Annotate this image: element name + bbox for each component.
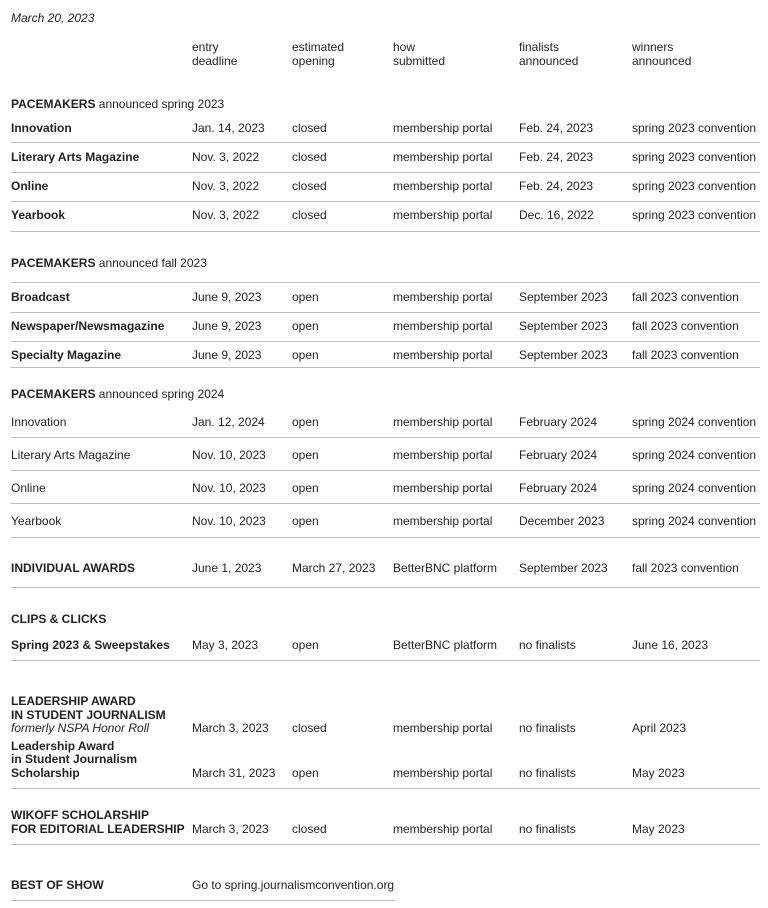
row-name: LEADERSHIP AWARD IN STUDENT JOURNALISM bbox=[11, 694, 166, 722]
entry-deadline: June 1, 2023 bbox=[192, 561, 262, 575]
row-name: Innovation bbox=[11, 415, 67, 429]
how-submitted: membership portal bbox=[393, 721, 493, 735]
how-submitted: membership portal bbox=[393, 179, 493, 193]
how-submitted: membership portal bbox=[393, 348, 493, 362]
divider bbox=[11, 341, 760, 342]
estimated-opening: closed bbox=[292, 121, 327, 135]
entry-deadline: Nov. 10, 2023 bbox=[192, 514, 266, 528]
estimated-opening: closed bbox=[292, 822, 327, 836]
entry-deadline: March 31, 2023 bbox=[192, 766, 276, 780]
winners-announced: fall 2023 convention bbox=[632, 561, 739, 575]
row-name: Online bbox=[11, 179, 49, 193]
estimated-opening: open bbox=[292, 481, 319, 495]
finalists-announced: Feb. 24, 2023 bbox=[519, 150, 594, 164]
entry-deadline: Jan. 12, 2024 bbox=[192, 415, 265, 429]
row-subtitle: formerly NSPA Honor Roll bbox=[11, 721, 150, 735]
winners-announced: spring 2023 convention bbox=[632, 150, 757, 164]
winners-announced: June 16, 2023 bbox=[632, 638, 709, 652]
finalists-announced: September 2023 bbox=[519, 348, 608, 362]
divider bbox=[11, 470, 760, 471]
entry-deadline: March 3, 2023 bbox=[192, 822, 269, 836]
estimated-opening: open bbox=[292, 766, 319, 780]
row-name: Innovation bbox=[11, 121, 72, 135]
divider bbox=[11, 503, 760, 504]
finalists-announced: February 2024 bbox=[519, 481, 598, 495]
col-header-finalists-announced: finalists announced bbox=[519, 40, 579, 68]
divider bbox=[11, 437, 760, 438]
estimated-opening: open bbox=[292, 348, 319, 362]
row-name: Newspaper/Newsmagazine bbox=[11, 319, 165, 333]
winners-announced: April 2023 bbox=[632, 721, 687, 735]
divider bbox=[11, 367, 760, 368]
finalists-announced: December 2023 bbox=[519, 514, 605, 528]
estimated-opening: open bbox=[292, 638, 319, 652]
entry-deadline: Jan. 14, 2023 bbox=[192, 121, 265, 135]
estimated-opening: open bbox=[292, 448, 319, 462]
how-submitted: membership portal bbox=[393, 121, 493, 135]
section-title-clips-clicks: CLIPS & CLICKS bbox=[11, 612, 107, 626]
entry-deadline: Nov. 10, 2023 bbox=[192, 481, 266, 495]
document-date: March 20, 2023 bbox=[11, 11, 95, 25]
estimated-opening: open bbox=[292, 514, 319, 528]
finalists-announced: September 2023 bbox=[519, 290, 608, 304]
col-header-entry-deadline: entry deadline bbox=[192, 40, 238, 68]
estimated-opening: open bbox=[292, 319, 319, 333]
divider bbox=[11, 142, 760, 143]
divider bbox=[11, 231, 760, 232]
winners-announced: spring 2024 convention bbox=[632, 514, 757, 528]
col-header-estimated-opening: estimated opening bbox=[292, 40, 345, 68]
entry-deadline: June 9, 2023 bbox=[192, 319, 262, 333]
estimated-opening: open bbox=[292, 415, 319, 429]
row-name: Online bbox=[11, 481, 46, 495]
finalists-announced: no finalists bbox=[519, 638, 576, 652]
estimated-opening: closed bbox=[292, 179, 327, 193]
how-submitted: membership portal bbox=[393, 208, 493, 222]
row-name: Specialty Magazine bbox=[11, 348, 122, 362]
how-submitted: membership portal bbox=[393, 448, 493, 462]
entry-deadline: Nov. 10, 2023 bbox=[192, 448, 266, 462]
entry-deadline: June 9, 2023 bbox=[192, 348, 262, 362]
winners-announced: spring 2024 convention bbox=[632, 448, 757, 462]
estimated-opening: closed bbox=[292, 150, 327, 164]
how-submitted: membership portal bbox=[393, 481, 493, 495]
winners-announced: fall 2023 convention bbox=[632, 290, 739, 304]
winners-announced: fall 2023 convention bbox=[632, 319, 739, 333]
finalists-announced: Feb. 24, 2023 bbox=[519, 121, 594, 135]
how-submitted: membership portal bbox=[393, 290, 493, 304]
row-name: Broadcast bbox=[11, 290, 70, 304]
how-submitted: BetterBNC platform bbox=[393, 561, 498, 575]
winners-announced: spring 2024 convention bbox=[632, 481, 757, 495]
winners-announced: spring 2023 convention bbox=[632, 208, 757, 222]
finalists-announced: no finalists bbox=[519, 721, 576, 735]
finalists-announced: Dec. 16, 2022 bbox=[519, 208, 594, 222]
entry-deadline: June 9, 2023 bbox=[192, 290, 262, 304]
entry-deadline: Nov. 3, 2022 bbox=[192, 150, 260, 164]
col-header-winners-announced: winners announced bbox=[632, 40, 692, 68]
winners-announced: spring 2023 convention bbox=[632, 121, 757, 135]
finalists-announced: September 2023 bbox=[519, 319, 608, 333]
how-submitted: membership portal bbox=[393, 415, 493, 429]
finalists-announced: February 2024 bbox=[519, 448, 598, 462]
how-submitted: membership portal bbox=[393, 514, 493, 528]
entry-deadline: Nov. 3, 2022 bbox=[192, 208, 260, 222]
row-name: Literary Arts Magazine bbox=[11, 150, 140, 164]
finalists-announced: September 2023 bbox=[519, 561, 608, 575]
divider bbox=[11, 282, 760, 283]
winners-announced: May 2023 bbox=[632, 766, 685, 780]
how-submitted: membership portal bbox=[393, 766, 493, 780]
estimated-opening: closed bbox=[292, 208, 327, 222]
how-submitted: membership portal bbox=[393, 150, 493, 164]
finalists-announced: no finalists bbox=[519, 766, 576, 780]
divider bbox=[11, 537, 760, 538]
entry-deadline: Nov. 3, 2022 bbox=[192, 179, 260, 193]
divider bbox=[11, 201, 760, 202]
row-name: Leadership Award in Student Journalism Scholarship bbox=[11, 739, 138, 780]
how-submitted: membership portal bbox=[393, 822, 493, 836]
divider bbox=[11, 788, 760, 789]
winners-announced: May 2023 bbox=[632, 822, 685, 836]
divider bbox=[11, 660, 760, 661]
row-name: BEST OF SHOW bbox=[11, 878, 104, 892]
divider bbox=[11, 844, 760, 845]
winners-announced: fall 2023 convention bbox=[632, 348, 739, 362]
section-title-pacemakers-fall-2023: PACEMAKERS announced fall 2023 bbox=[11, 256, 207, 270]
section-title-pacemakers-spring-2024: PACEMAKERS announced spring 2024 bbox=[11, 387, 225, 401]
col-header-how-submitted: how submitted bbox=[393, 40, 446, 68]
finalists-announced: no finalists bbox=[519, 822, 576, 836]
row-name: Yearbook bbox=[11, 208, 66, 222]
how-submitted: BetterBNC platform bbox=[393, 638, 498, 652]
best-of-show-link[interactable]: Go to spring.journalismconvention.org bbox=[192, 878, 395, 892]
finalists-announced: Feb. 24, 2023 bbox=[519, 179, 594, 193]
estimated-opening: March 27, 2023 bbox=[292, 561, 376, 575]
divider bbox=[11, 900, 395, 901]
row-name: Spring 2023 & Sweepstakes bbox=[11, 638, 170, 652]
entry-deadline: May 3, 2023 bbox=[192, 638, 259, 652]
entry-deadline: March 3, 2023 bbox=[192, 721, 269, 735]
row-name: Yearbook bbox=[11, 514, 62, 528]
section-title-pacemakers-spring-2023: PACEMAKERS announced spring 2023 bbox=[11, 97, 225, 111]
divider bbox=[11, 587, 760, 588]
divider bbox=[11, 312, 760, 313]
row-name: INDIVIDUAL AWARDS bbox=[11, 561, 136, 575]
finalists-announced: February 2024 bbox=[519, 415, 598, 429]
row-name: WIKOFF SCHOLARSHIP FOR EDITORIAL LEADERSHIP bbox=[11, 808, 185, 836]
estimated-opening: closed bbox=[292, 721, 327, 735]
how-submitted: membership portal bbox=[393, 319, 493, 333]
winners-announced: spring 2024 convention bbox=[632, 415, 757, 429]
estimated-opening: open bbox=[292, 290, 319, 304]
winners-announced: spring 2023 convention bbox=[632, 179, 757, 193]
row-name: Literary Arts Magazine bbox=[11, 448, 131, 462]
divider bbox=[11, 172, 760, 173]
